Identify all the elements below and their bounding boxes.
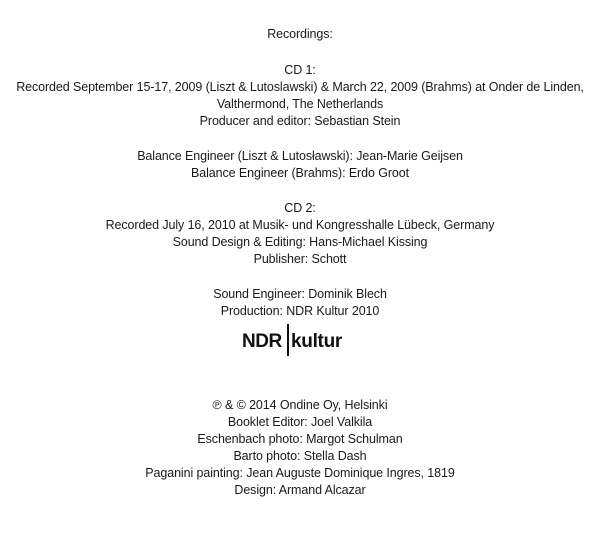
barto-photo-line: Barto photo: Stella Dash	[233, 449, 367, 463]
logo-ndr-text: NDR	[242, 331, 282, 352]
cd2-sound-engineer-line: Sound Engineer: Dominik Blech	[213, 287, 387, 301]
design-line: Design: Armand Alcazar	[234, 483, 366, 497]
logo-kultur-text: kultur	[291, 331, 342, 352]
copyright-line: ℗ & © 2014 Ondine Oy, Helsinki	[212, 398, 388, 412]
cd1-producer-line: Producer and editor: Sebastian Stein	[199, 114, 401, 128]
logo-divider	[287, 324, 289, 356]
paganini-painting-line: Paganini painting: Jean Auguste Dominique Ingres, 1819	[145, 466, 455, 480]
cd1-location-line: Valthermond, The Netherlands	[216, 97, 384, 111]
cd1-balance-engineer-liszt: Balance Engineer (Liszt & Lutosławski): Jean-Marie Geijsen	[137, 149, 463, 163]
ndr-kultur-logo	[240, 322, 360, 358]
cd2-publisher-line: Publisher: Schott	[253, 252, 347, 266]
cd2-recorded-line: Recorded July 16, 2010 at Musik- und Kongresshalle Lübeck, Germany	[105, 218, 495, 232]
cd1-recorded-line: Recorded September 15-17, 2009 (Liszt & Lutoslawski) & March 22, 2009 (Brahms) at Onder de Linden,	[16, 80, 584, 94]
cd2-heading: CD 2:	[284, 201, 316, 215]
eschenbach-photo-line: Eschenbach photo: Margot Schulman	[197, 432, 403, 446]
recordings-heading: Recordings:	[267, 27, 333, 41]
cd2-production-line: Production: NDR Kultur 2010	[220, 304, 380, 318]
cd1-heading: CD 1:	[284, 63, 316, 77]
cd1-balance-engineer-brahms: Balance Engineer (Brahms): Erdo Groot	[191, 166, 409, 180]
cd2-sound-design-line: Sound Design & Editing: Hans-Michael Kissing	[172, 235, 428, 249]
booklet-editor-line: Booklet Editor: Joel Valkila	[227, 415, 373, 429]
